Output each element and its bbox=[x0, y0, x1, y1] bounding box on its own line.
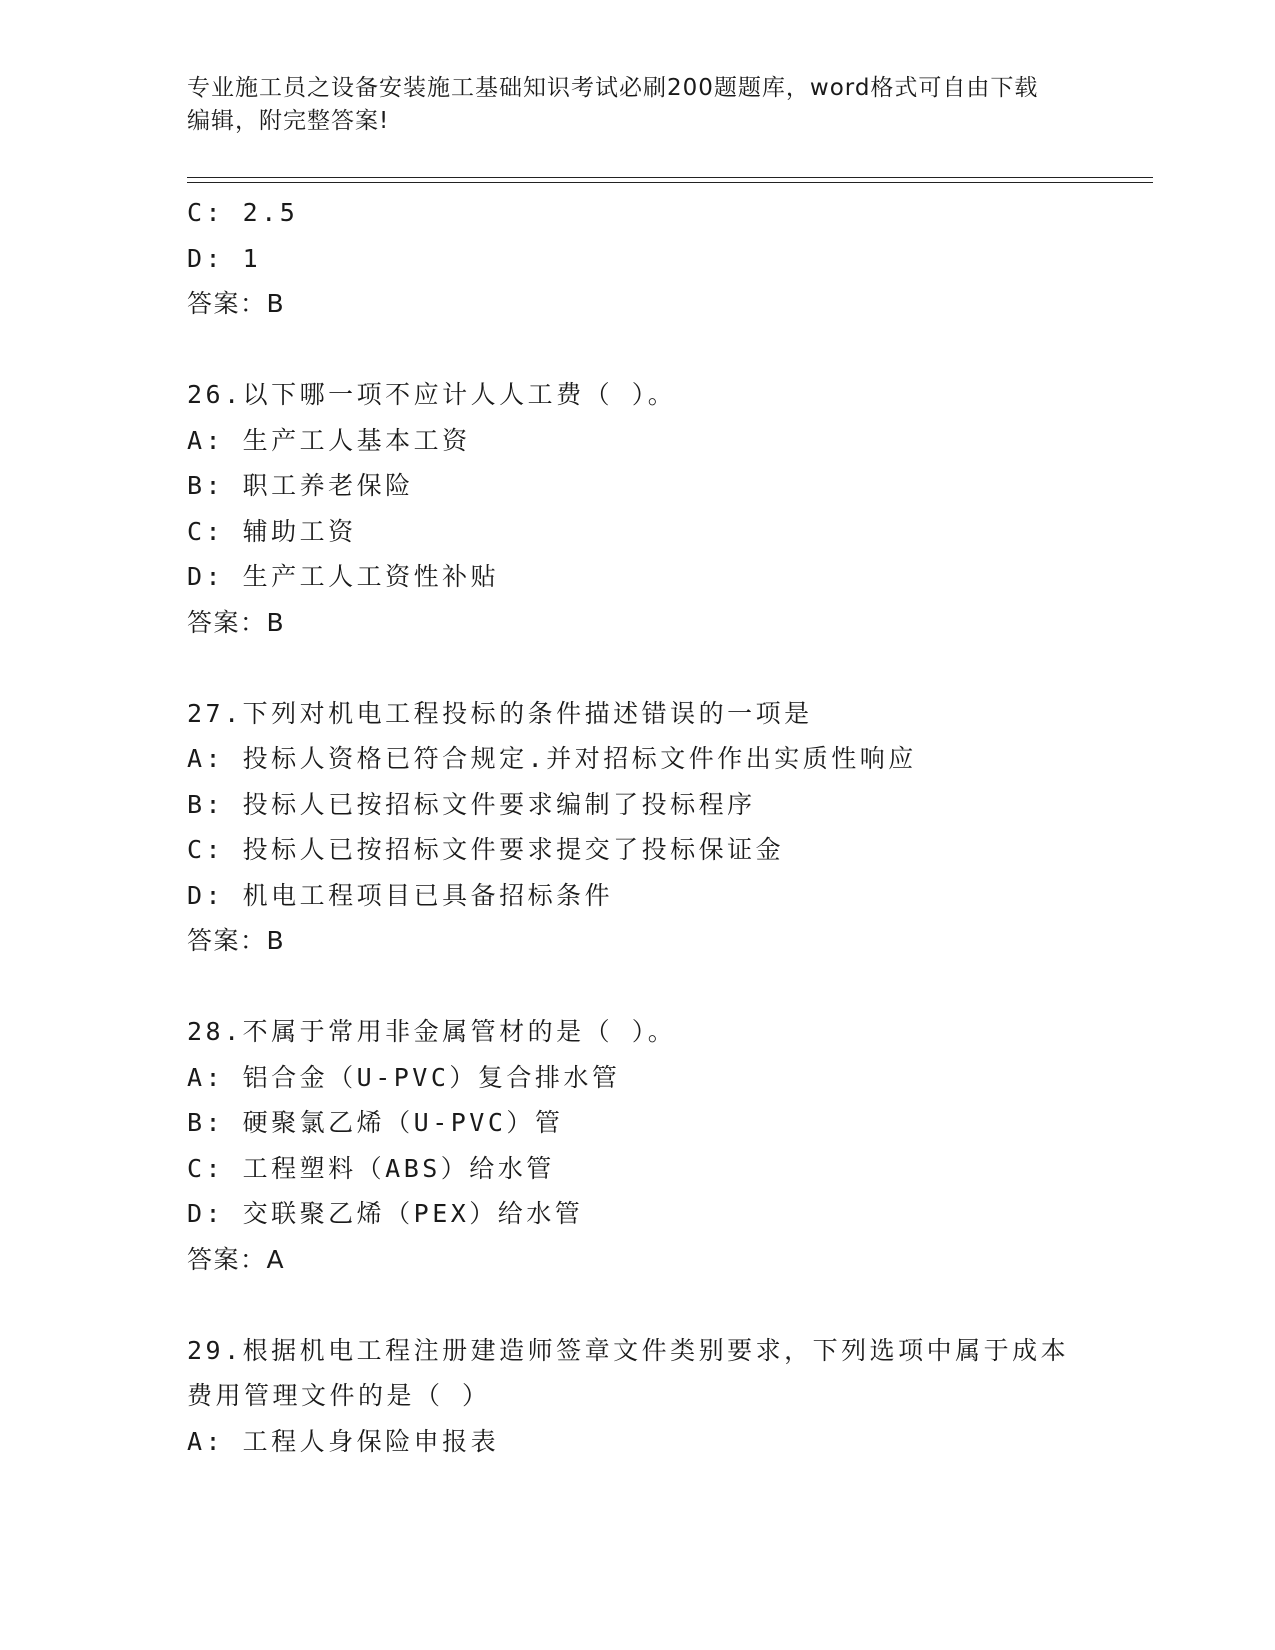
question-29 bbox=[187, 1328, 1167, 1465]
document-header bbox=[187, 72, 1087, 138]
spacer bbox=[187, 964, 1167, 1010]
answer-line: 答案：A bbox=[187, 1244, 286, 1274]
option-a: A: 铝合金（U-PVC）复合排水管 bbox=[187, 1062, 621, 1092]
question-stem-line-1: 29.根据机电工程注册建造师签章文件类别要求，下列选项中属于成本 bbox=[187, 1335, 1070, 1365]
spacer bbox=[187, 327, 1167, 373]
option-d: D: 交联聚乙烯（PEX）给水管 bbox=[187, 1199, 584, 1228]
header-line-1: 专业施工员之设备安装施工基础知识考试必刷200题题库，word格式可自由下载 bbox=[187, 75, 1039, 101]
question-stem-line-2: 费用管理文件的是（ ） bbox=[187, 1381, 491, 1410]
option-a: A: 投标人资格已符合规定.并对招标文件作出实质性响应 bbox=[187, 744, 917, 773]
spacer bbox=[187, 645, 1167, 691]
option-b: B: 投标人已按招标文件要求编制了投标程序 bbox=[187, 789, 756, 819]
option-c: C: 工程塑料（ABS）给水管 bbox=[187, 1153, 555, 1183]
option-b: B: 职工养老保险 bbox=[187, 471, 414, 500]
spacer bbox=[187, 1282, 1167, 1328]
question-stem: 28.不属于常用非金属管材的是（ ）。 bbox=[187, 1017, 677, 1046]
answer-line: 答案：B bbox=[187, 607, 286, 637]
question-27 bbox=[187, 691, 1167, 964]
option-a: A: 生产工人基本工资 bbox=[187, 425, 471, 455]
option-b: B: 硬聚氯乙烯（U-PVC）管 bbox=[187, 1108, 564, 1137]
option-d: D: 生产工人工资性补贴 bbox=[187, 562, 500, 591]
option-c: C: 投标人已按招标文件要求提交了投标保证金 bbox=[187, 835, 785, 864]
question-list bbox=[187, 190, 1167, 1464]
option-d: D: 1 bbox=[187, 243, 262, 273]
question-stem: 26.以下哪一项不应计人人工费（ ）。 bbox=[187, 380, 677, 409]
header-divider-top bbox=[187, 177, 1153, 178]
question-prev-tail bbox=[187, 190, 1167, 327]
option-d: D: 机电工程项目已具备招标条件 bbox=[187, 880, 614, 910]
option-c: C: 辅助工资 bbox=[187, 516, 357, 546]
answer-line: 答案：B bbox=[187, 926, 286, 955]
option-a: A: 工程人身保险申报表 bbox=[187, 1426, 500, 1456]
answer-line: 答案：B bbox=[187, 289, 286, 318]
question-stem: 27.下列对机电工程投标的条件描述错误的一项是 bbox=[187, 698, 813, 728]
header-divider-bottom bbox=[187, 182, 1153, 183]
header-line-2: 编辑，附完整答案! bbox=[187, 108, 390, 134]
question-28 bbox=[187, 1009, 1167, 1282]
option-c: C: 2.5 bbox=[187, 198, 299, 227]
question-26 bbox=[187, 372, 1167, 645]
